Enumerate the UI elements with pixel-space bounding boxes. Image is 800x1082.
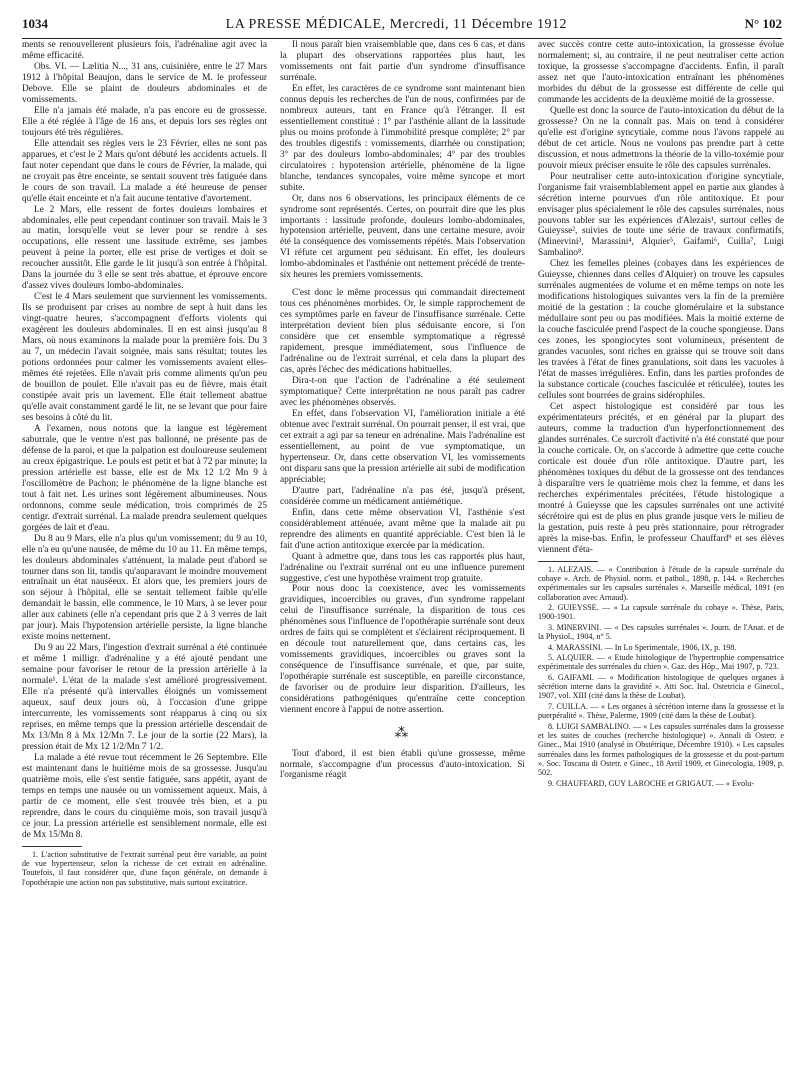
paragraph: Pour neutraliser cette auto-intoxication d'origine syncytiale, l'organisme fait vraisemblablement appel en partie aux glandes à sécrétion interne pourvues d'un rôle antitoxique. Et pour envisager plus spécialement le rôle des capsules surrénales, nous pouvons tabler sur les expériences d'Alezais¹, surtout celles de Guieysse², suivies de toute une série de travaux confirmatifs, (Minervini³, Marassini⁴, Alquier⁵, Gaifami⁶, Cuilla⁷, Luigi Sambalino⁸.	[538, 171, 784, 259]
paragraph: Il nous paraît bien vraisemblable que, dans ces 6 cas, et dans la plupart des observations rapportées plus haut, les vomissements ont fait partie d'un syndrome d'insuffisance surrénale.	[280, 40, 525, 83]
observation-heading-paragraph: Obs. VI. — Lælitia N..., 31 ans, cuisinière, entre le 27 Mars 1912 à l'hôpital Beaujon, dans le service de M. le professeur Debove. Elle se plaint de douleurs abdominales et de vomissements.	[22, 61, 267, 105]
paragraph: Dira-t-on que l'action de l'adrénaline a été seulement symptomatique? Cette interprétation ne nous paraît pas cadrer avec les phénomènes observés.	[280, 376, 525, 408]
footnote: 2. GUIEYSSE. — « La capsule surrénale du cobaye ». Thèse, Paris, 1900-1901.	[538, 603, 784, 622]
paragraph: Du 9 au 22 Mars, l'ingestion d'extrait surrénal a été continuée et même 1 milligr. d'adrénaline y a été ajouté pendant une semaine pour favoriser le retour de la pression artérielle à la normale¹. L'état de la malade s'est amélioré progressivement. Elle n'a présenté qu'à intervalles éloignés un vomissement aqueux, sauf deux jours où, à l'occasion d'une grippe intercurrente, les vomissements sont réapparus à cinq ou six reprises, en même temps que la pression artérielle descendait de Mx 13/Mn 8 à Mx 12/Mn 7. Le jour de la sortie (22 Mars), la pression était de Mx 12 1/2/Mn 7 1/2.	[22, 643, 267, 752]
column-2	[280, 40, 525, 1074]
footnotes	[538, 565, 784, 789]
paragraph: D'autre part, l'adrénaline n'a pas été, jusqu'à présent, considérée comme un médicament antiémétique.	[280, 485, 525, 507]
column-1	[22, 40, 267, 1074]
footnote: 5. ALQUIER. — « Etude histologique de l'hypertrophie compensatrice expérimentale des surrénales du chien ». Gaz. des Hôp., Mai 1907, p. 723.	[538, 652, 784, 672]
paragraph: Elle attendait ses règles vers le 23 Février, elles ne sont pas apparues, et c'est le 2 Mars qu'ont débuté les accidents actuels. Il faut noter cependant que dans le cours de Février, la malade, qui ne croyait pas être enceinte, se sentait souvent très fatiguée dans le cours de son travail. La malade a été heureuse de penser qu'elle était enceinte et n'a fait aucune tentative d'avortement.	[22, 138, 267, 204]
paragraph: Le 2 Mars, elle ressent de fortes douleurs lombaires et abdominales, elle peut cependant continuer son travail. Mais le 3 au matin, lorsqu'elle veut se lever pour se rendre à ses occupations, elle ressent une lassitude extrême, ses jambes peuvent à peine la porter, elle est prise de vertiges et doit se recoucher aussitôt. Elle garde le lit jusqu'à son entrée à l'hôpital. Dans la journée du 3 elle se sent très abattue, et éprouve encore d'assez vives douleurs lombo-abdominales.	[22, 204, 267, 292]
paragraph: Elle n'a jamais été malade, n'a pas encore eu de grossesse. Elle a été réglée à l'âge de 16 ans, et depuis lors ses règles ont toujours été très régulières.	[22, 105, 267, 138]
footnote: 9. CHAUFFARD, GUY LAROCHE et GRIGAUT. — « Evolu-	[548, 778, 755, 788]
footnotes	[22, 850, 267, 888]
paragraph: Tout d'abord, il est bien établi qu'une grossesse, même normale, s'accompagne d'un processus d'auto-intoxication. Si l'organisme réagit	[280, 748, 525, 781]
paragraph: C'est donc le même processus qui commandait directement tous ces phénomènes morbides. Or, le simple rapprochement de ces symptômes parle en faveur de l'insuffisance surrénale. Cette interprétation devient bien plus séduisante encore, si l'on considère que cet ensemble symptomatique a régressé rapidement, presque immédiatement, sous l'influence de l'adrénaline ou de l'extrait surrénal, et cela dans la plupart des cas, après l'échec des médications habituelles.	[280, 288, 525, 376]
page-number: 1034	[22, 16, 48, 31]
paragraph: En effet, dans l'observation VI, l'amélioration initiale a été obtenue avec l'extrait surrénal. On pourrait penser, il est vrai, que cet extrait a agi par sa teneur en adrénaline. Mais l'adrénaline est essentiellement, au point de vue symptomatique, un hypertenseur. Or, dans cette observation VI, les vomissements ont disparu sans que la pression artérielle ait subi de modification appréciable;	[280, 408, 525, 485]
footnote: 1. L'action substitutive de l'extrait surrénal peut être variable, au point de vue hypertenseur, selon la richesse de cet extrait en adrénaline. Toutefois, il faut considérer que, d'une façon générale, on demande à l'opothérapie une action non pas substitutive, mais surtout excitatrice.	[22, 849, 267, 887]
paragraph: Pour nous donc la coexistence, avec les vomissements gravidiques, incoercibles ou graves, d'un syndrome rappelant celui de l'insuffisance surrénale, la disparition de tous ces phénomènes sous l'influence de l'opothérapie surrénale sont deux ordres de faits qui se complètent et s'éclairent réciproquement. Il en découle tout naturellement que, dans certains cas, les vomissements gravidiques, incoercibles ou graves sont la conséquence de l'insuffisance surrénale, et que, par suite, l'opothérapie surrénale est susceptible, en pareille circonstance, de favoriser ou de produire leur disparition. D'ailleurs, les considérations pathogéniques qu'entraîne cette conception viennent encore à l'appui de notre assertion.	[280, 584, 525, 716]
footnote: 7. CUILLA. — « Les organes à sécrétion interne dans la grossesse et la puerpéralité ». Thèse, Palerme, 1909 (cité dans la thèse de Loubat).	[538, 701, 784, 721]
footnote-divider	[22, 846, 82, 847]
column-3	[538, 40, 784, 1074]
paragraph: avec succès contre cette auto-intoxication, la grossesse évolue normalement; si, au contraire, il ne peut neutraliser cette action toxique, la grossesse s'accompagne d'accidents. Enfin, il paraît assez net que l'auto-intoxication entraînant les phénomènes morbides du début de la grossesse est différente de celle qui commande les accidents de la deuxième moitié de la grossesse.	[538, 40, 784, 105]
paragraph: Or, dans nos 6 observations, les principaux éléments de ce syndrome sont représentés. Certes, on pourrait dire que les plus importants : lassitude profonde, douleurs lombo-abdominales, hypotension artérielle, peuvent, dans une certaine mesure, avoir été la conséquence des vomissements répétés. Mais l'observation VI réfute cet argument peu séduisant. En effet, les douleurs lombo-abdominales et l'asthénie ont nettement précédé de trente-six heures les premiers vomissements.	[280, 193, 525, 281]
journal-title: LA PRESSE MÉDICALE, Mercredi, 11 Décembre 1912	[225, 17, 567, 32]
paragraph: C'est le 4 Mars seulement que surviennent les vomissements. Ils se produisent par crises au nombre de sept à huit dans les vingt-quatre heures, s'accompagnent d'efforts violents qui exagèrent les douleurs abdominales. Il en est ainsi jusqu'au 8 Mars, où nous examinons la malade pour la première fois. Du 3 au 7, un médecin l'avait soignée, mais sans résultat; toutes les potions ordonnées pour calmer les vomissements avaient elles-mêmes été rejetées. Elle n'avait pris comme aliments qu'un peu de bouillon de poulet. Elle n'avait pas eu de fièvre, mais était constipée avait pris un lavement. Elle était tellement abattue qu'elle avait constamment gardé le lit, ne se levant que pour faire ses besoins à côté du lit.	[22, 292, 267, 423]
footnote: 6. GAIFAMI. — « Modification histologique de quelques organes à sécrétion interne dans la gravidité ». Atti Soc. Ital. Ostetricia e Ginecol., 1907, vol. XIII (cité dans la thèse de Loubat).	[538, 672, 784, 701]
paragraph: La malade a été revue tout récemment le 26 Septembre. Elle est maintenant dans le huitième mois de sa grossesse. Jusqu'au quatrième mois, elle s'est sentie fatiguée, sans appétit, ayant de temps en temps une nausée ou un vomissement aqueux. Mais, à partir de ce moment, elle s'est trouvée très bien, et a pu reprendre, dans le cours du cinquième mois, son travail jusqu'à ce jour. La pression artérielle est sensiblement normale, elle est de Mx 15/Mn 8.	[22, 752, 267, 840]
issue-number: N° 102	[744, 16, 782, 31]
paragraph: Cet aspect histologique est considéré par tous les expérimentateurs précités, et en général par la plupart des auteurs, comme la traduction d'un hyperfonctionnement des glandes surrénales. Ce surcroît d'activité n'a été constaté que pour la couche corticale. Or, on s'accorde à admettre que cette couche corticale est douée d'un rôle antitoxique. D'autre part, les phénomènes toxiques du début de la grossesse ont des tendances à disparaître vers le quatrième mois chez la femme, et dans les recherches expérimentales précitées, l'étude histologique a montré à Guieysse que les capsules surrénales ont une activité sécrétoire qui est de plus en plus grande jusque vers le milieu de la gestation, puis reste à peu près stationnaire, pour rétrograder après la mise-bas. Enfin, le professeur Chauffard⁹ et ses élèves viennent d'éta-	[538, 401, 784, 555]
paragraph: Du 8 au 9 Mars, elle n'a plus qu'un vomissement; du 9 au 10, elle n'a eu qu'une nausée, de même du 10 au 11. En même temps, les douleurs abdominales s'atténuent, la malade peut d'abord se tourner dans son lit, tandis qu'auparavant le moindre mouvement entraînait un état nauséeux. Et alors que, les premiers jours de son séjour à l'hôpital, elle se sentait tellement faible qu'elle demandait le bassin, elle commence, le 10 Mars, à se lever pour aller aux cabinets (elle n'a cependant pris que 2 à 3 verres de lait par jour). Mais l'hypotension artérielle persiste, la ligne blanche existe moins nettement.	[22, 533, 267, 643]
footnote-divider	[538, 561, 598, 562]
footnote: 8. LUIGI SAMBALINO. — « Les capsules surrénales dans la grossesse et les suites de couches (recherche histologique) ». Annali di Ostetr. e Ginec., Mai 1910 (analysé in Obstétrique, Décembre 1910). « Les capsules surrénales dans les formes pathologiques de la grossesse et du post-partum ». Soc. Toscana di Ostetr. e Ginec., 18 Avril 1909, et Ginecologia, 1909, p. 502.	[538, 721, 784, 778]
footnote: 1. ALEZAIS. — « Contribution à l'étude de la capsule surrénale du cobaye ». Arch. de Physiol. norm. et pathol., 1898, p. 144. « Recherches expérimentales sur les capsules surrénales ». Marseille médical, 1891 (en collaboration avec Arnaud).	[538, 564, 784, 602]
section-separator: ⁂	[394, 726, 411, 742]
paragraph: A l'examen, nous notons que la langue est légèrement saburrale, que le ventre n'est pas ballonné, ne présente pas de défense de la paroi, et que la palpation est douloureuse seulement au creux épigastrique. Le pouls est petit et bat à 72 par minute; la pression artérielle est basse, elle est de Mx 12 1/2 Mn 9 à l'oscillomètre de Pachon; le phénomène de la ligne blanche est tout à fait net. Les urines sont légèrement albumineuses. Nous ordonnons, comme seule médication, trois comprimés de 25 centigr. d'extrait surrénal. La malade prendra seulement quelques gorgées de lait et d'eau.	[22, 423, 267, 533]
footnote: 3. MINERVINI. — « Des capsules surrénales ». Journ. de l'Anat. et de la Physiol., 1904, n° 5.	[538, 622, 784, 642]
paragraph: ments se renouvellerent plusieurs fois, l'adrénaline agit avec la même efficacité.	[22, 40, 267, 61]
page-header	[22, 16, 782, 39]
paragraph: En effet, les caractères de ce syndrome sont maintenant bien connus depuis les recherches de l'un de nous, confirmées par de nombreux auteurs, tant en France qu'à l'étranger. Il est essentiellement constitué : 1° par l'asthénie allant de la lassitude plus ou moins profonde à l'immobilité presque complète; 2° par des troubles digestifs : vomissements, diarrhée ou constipation; 3° par des douleurs lombo-abdominales; 4° par des troubles circulatoires : hypotension artérielle, phénomène de la ligne blanche, tendances syncopales, voire même syncope et mort subite.	[280, 83, 525, 193]
footnote: 4. MARASSINI. — In Lo Sperimentale, 1906, IX, p. 198.	[548, 642, 737, 652]
paragraph: Quelle est donc la source de l'auto-intoxication du début de la grossesse? On ne la connaît pas. Mais on tend à considérer qu'elle est d'origine syncytiale, comme nous l'avons rappelé au début de cet article. Nous ne voulons pas prendre part à cette discussion, et nous admettrons la théorie de la villo-toxémie pour pouvoir mieux préciser ensuite le rôle des capsules surrénales.	[538, 105, 784, 171]
paragraph: Quant à admettre que, dans tous les cas rapportés plus haut, l'adrénaline ou l'extrait surrénal ont eu une influence purement suggestive, c'est une hypothèse vraiment trop gratuite.	[280, 551, 525, 584]
paragraph: Chez les femelles pleines (cobayes dans les expériences de Guieysse, chiennes dans celles d'Alquier) on trouve les capsules surrénales augmentées de volume et en même temps on note les modifications histologiques suivantes vers la fin de la première moitié de la gestation : la couche glomérulaire et la substance médullaire sont peu ou pas modifiées. Mais la moitié externe de la couche fasciculée prend l'aspect de la couche spongieuse. Dans ces zones, les spongiocytes sont volumineux, présentent de grandes vacuoles, sont riches en graisse qui se trouve soit dans les travées à l'état de fines granulations, soit dans les vacuoles à l'état de masses irrégulières. Enfin, dans les parties profondes de la substance corticale (couches fasciculée et réticulée), toutes les cellules sont bourrées de grains sidérophiles.	[538, 259, 784, 401]
paragraph: Enfin, dans cette même observation VI, l'asthénie s'est considérablement atténuée, avant même que la malade ait pu reprendre des aliments en quantité appréciable. C'est bien là le fait d'une action antitoxique exercée par la médication.	[280, 507, 525, 551]
